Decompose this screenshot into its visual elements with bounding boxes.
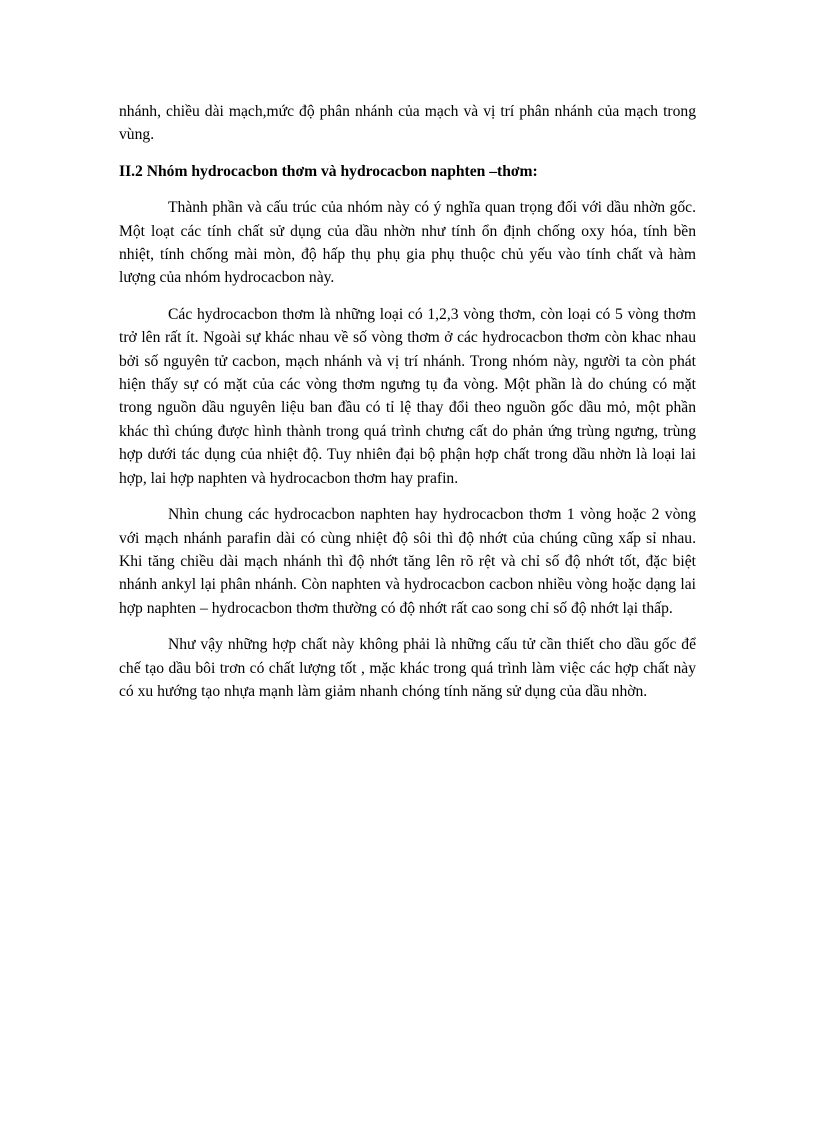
paragraph-aromatic-rings: Các hydrocacbon thơm là những loại có 1,2,3 vòng thơm, còn loại có 5 vòng thơm trở lên rất ít. Ngoài sự khác nhau về số vòng thơm ở các hydrocacbon thơm còn khac nhau bởi số nguyên tử cacbon, mạch nhánh và vị trí nhánh. Trong nhóm này, người ta còn phát hiện thấy sự có mặt của các vòng thơm ngưng tụ đa vòng. Một phần là do chúng có mặt trong nguồn dầu nguyên liệu ban đầu có tỉ lệ thay đổi theo nguồn gốc dầu mỏ, một phần khác thì chúng được hình thành trong quá trình chưng cất do phản ứng trùng ngưng, trùng hợp dưới tác dụng của nhiệt độ. Tuy nhiên đại bộ phận hợp chất trong dầu nhờn là loại lai hợp, lai hợp naphten và hydrocacbon thơm hay prafin. [119,305,696,487]
paragraph-composition: Thành phần và cấu trúc của nhóm này có ý nghĩa quan trọng đối với dầu nhờn gốc. Một loạt các tính chất sử dụng của dầu nhờn như tính ổn định chống oxy hóa, tính bền nhiệt, tính chống mài mòn, độ hấp thụ phụ gia phụ thuộc chủ yếu vào tính chất và hàm lượng của nhóm hydrocacbon này. [119,199,696,287]
document-page [119,100,696,703]
intro-paragraph: nhánh, chiều dài mạch,mức độ phân nhánh của mạch và vị trí phân nhánh của mạch trong vùng. [119,103,696,144]
paragraph-viscosity: Nhìn chung các hydrocacbon naphten hay hydrocacbon thơm 1 vòng hoặc 2 vòng với mạch nhánh parafin dài có cùng nhiệt độ sôi thì độ nhớt của chúng cũng xấp sỉ nhau. Khi tăng chiều dài mạch nhánh thì độ nhớt tăng lên rõ rệt và chỉ số độ nhớt tốt, đặc biệt nhánh ankyl lại phân nhánh. Còn naphten và hydrocacbon cacbon nhiều vòng hoặc dạng lai hợp naphten – hydrocacbon thơm thường có độ nhớt rất cao song chỉ số độ nhớt lại thấp. [119,506,696,617]
section-heading: II.2 Nhóm hydrocacbon thơm và hydrocacbon naphten –thơm: [119,162,538,180]
paragraph-conclusion: Như vậy những hợp chất này không phải là những cấu tử cần thiết cho dầu gốc để chế tạo dầu bôi trơn có chất lượng tốt , mặc khác trong quá trình làm việc các hợp chất này có xu hướng tạo nhựa mạnh làm giảm nhanh chóng tính năng sử dụng của dầu nhờn. [119,636,696,700]
